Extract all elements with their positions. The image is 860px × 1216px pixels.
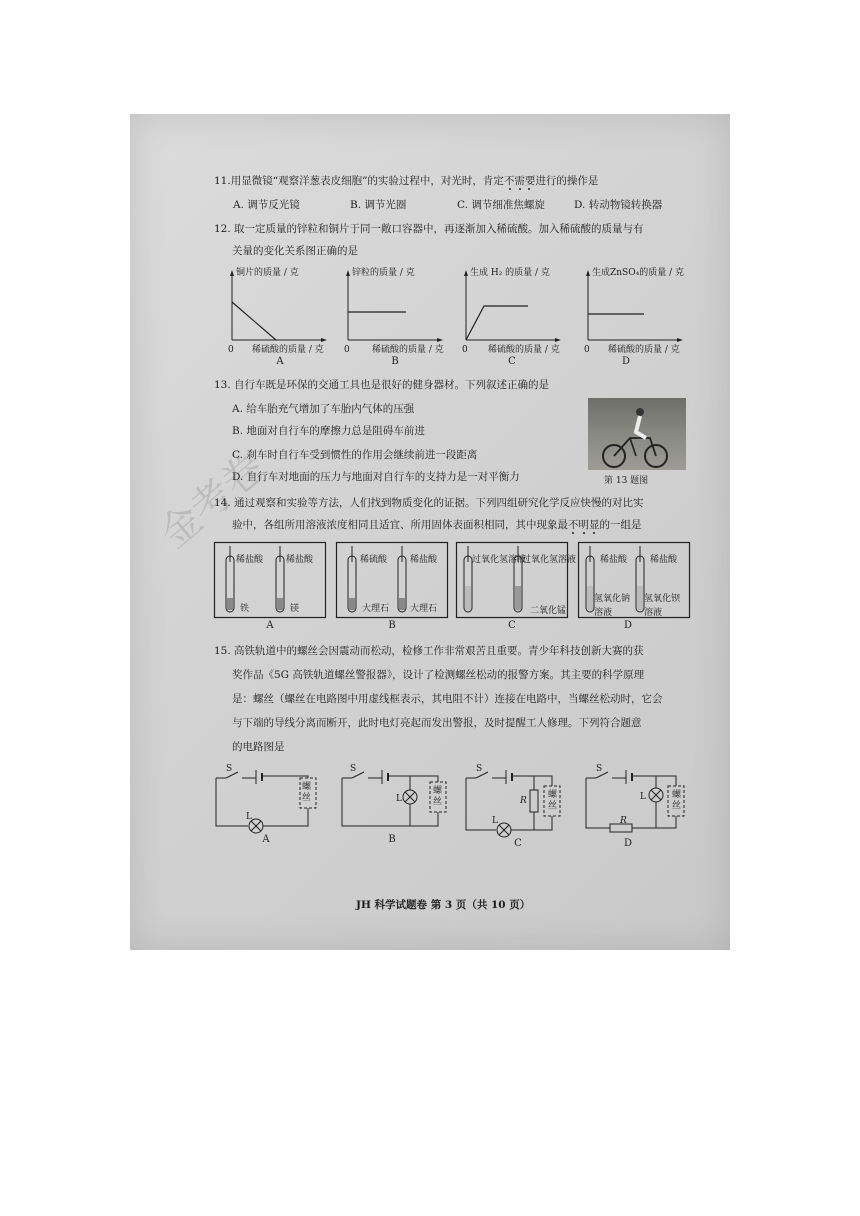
circuit-a-lamp: L xyxy=(246,812,252,822)
watermark: 金考卷 xyxy=(151,444,273,558)
q11-option-d: D. 转动物镜转换器 xyxy=(574,199,663,211)
graph-c-xlabel: 稀硫酸的质量 / 克 xyxy=(488,345,560,355)
q15-line4: 与下端的导线分离而断开，此时电灯亮起而发出警报，及时提醒工人修理。下列符合题意 xyxy=(232,717,642,729)
graph-c-origin: 0 xyxy=(462,345,468,355)
q14-c-top-left: 过氧化氢溶液 xyxy=(472,555,527,565)
q11-option-b: B. 调节光圈 xyxy=(350,199,407,211)
q11-option-a: A. 调节反光镜 xyxy=(233,199,300,211)
graph-b-origin: 0 xyxy=(344,345,350,355)
graph-a-origin: 0 xyxy=(228,345,234,355)
q15-line2: 奖作品《5G 高铁轨道螺丝警报器》，设计了检测螺丝松动的报警方案。其主要的科学原理 xyxy=(232,669,645,681)
circuit-b-screw: 螺丝 xyxy=(433,786,443,807)
q14-c-bottom-right: 二氧化锰 xyxy=(530,606,567,616)
graph-a-ylabel: 铜片的质量 / 克 xyxy=(236,268,299,278)
q14-a-bottom-right: 镁 xyxy=(290,604,300,614)
q14-b-bottom-right: 大理石 xyxy=(410,604,438,614)
q14-stem-line1: 14. 通过观察和实验等方法，人们找到物质变化的证据。下列四组研究化学反应快慢的对比实 xyxy=(214,497,644,509)
q14-a-top-left: 稀盐酸 xyxy=(236,555,264,565)
q14-b-letter: B xyxy=(388,620,396,631)
graph-d-xlabel: 稀硫酸的质量 / 克 xyxy=(608,345,680,355)
circuit-b-letter: B xyxy=(388,834,396,845)
q14-b-top-left: 稀硫酸 xyxy=(360,555,388,565)
q12-stem-line2: 关量的变化关系图正确的是 xyxy=(232,245,358,257)
graph-c-ylabel: 生成 H₂ 的质量 / 克 xyxy=(470,268,550,278)
graph-d-origin: 0 xyxy=(584,345,590,355)
circuit-d-resistor: R xyxy=(620,816,627,826)
graph-c-letter: C xyxy=(508,356,516,367)
graph-b-ylabel: 锌粒的质量 / 克 xyxy=(352,268,415,278)
q15-line1: 15. 高铁轨道中的螺丝会因震动而松动，检修工作非常艰苦且重要。青少年科技创新大赛的获 xyxy=(214,645,644,657)
circuit-c-switch: S xyxy=(476,764,483,774)
circuit-c-letter: C xyxy=(514,838,522,849)
q14-a-letter: A xyxy=(266,620,274,631)
circuit-c-lamp: L xyxy=(492,816,498,826)
q14-d-letter: D xyxy=(623,620,633,631)
q14-d-bottom-right: 氢氧化钡溶液 xyxy=(644,594,681,618)
q13-option-d: D. 自行车对地面的压力与地面对自行车的支持力是一对平衡力 xyxy=(232,471,520,483)
q13-option-a: A. 给车胎充气增加了车胎内气体的压强 xyxy=(232,403,415,415)
q14-d-top-left: 稀盐酸 xyxy=(600,555,628,565)
circuit-b-lamp: L xyxy=(396,794,402,804)
circuit-a xyxy=(212,764,322,844)
circuit-d-screw: 螺丝 xyxy=(672,790,682,811)
graph-b-letter: B xyxy=(391,356,399,367)
circuit-d-letter: D xyxy=(623,838,633,849)
q14-b-bottom-left: 大理石 xyxy=(362,604,390,614)
q14-c-letter: C xyxy=(508,620,516,631)
circuit-a-letter: A xyxy=(262,834,270,845)
q11-stem: 11.用显微镜“观察洋葱表皮细胞”的实验过程中，对光时，肯定不需要 进行的操作是 xyxy=(214,174,598,188)
q12-stem-line1: 12. 取一定质量的锌粒和铜片于同一敞口容器中，再逐渐加入稀硫酸。加入稀硫酸的质量与有 xyxy=(214,223,644,235)
circuit-b-switch: S xyxy=(350,764,357,774)
page-footer: JH 科学试题卷 第 3 页（共 10 页） xyxy=(356,899,531,911)
bicycle-photo xyxy=(588,398,686,470)
q14-a-bottom-left: 铁 xyxy=(240,604,250,614)
graph-a-xlabel: 稀硫酸的质量 / 克 xyxy=(252,345,324,355)
q14-c-top-right: 过氧化氢溶液 xyxy=(522,555,577,565)
q13-option-b: B. 地面对自行车的摩擦力总是阻碍车前进 xyxy=(232,425,425,437)
circuit-a-switch: S xyxy=(226,764,233,774)
q13-stem: 13. 自行车既是环保的交通工具也是很好的健身器材。下列叙述正确的是 xyxy=(214,379,550,391)
circuit-d-lamp: L xyxy=(640,792,646,802)
graph-a-letter: A xyxy=(276,356,284,367)
q14-a-top-right: 稀盐酸 xyxy=(286,555,314,565)
graph-d-ylabel: 生成ZnSO₄的质量 / 克 xyxy=(592,268,684,278)
graph-b-xlabel: 稀硫酸的质量 / 克 xyxy=(372,345,444,355)
circuit-d-switch: S xyxy=(596,764,603,774)
q15-line5: 的电路图是 xyxy=(232,741,285,753)
circuit-c-screw: 螺丝 xyxy=(548,790,558,811)
circuit-c-resistor: R xyxy=(520,796,527,806)
circuit-b xyxy=(338,764,448,844)
q14-d-top-right: 稀盐酸 xyxy=(650,555,678,565)
q14-d-bottom-left: 氢氧化钠溶液 xyxy=(594,594,631,618)
q14-b-top-right: 稀盐酸 xyxy=(410,555,438,565)
q11-option-c: C. 调节细准焦螺旋 xyxy=(457,199,545,211)
q13-figure-caption: 第 13 题图 xyxy=(604,476,649,486)
q14-stem-line2: 验中，各组所用溶液浓度相同且适宜、所用固体表面积相同，其中现象最不明显 的一组是 xyxy=(232,518,642,532)
circuit-a-screw: 螺丝 xyxy=(302,782,312,803)
q15-line3: 是：螺丝（螺丝在电路图中用虚线框表示，其电阻不计）连接在电路中，当螺丝松动时，它会 xyxy=(232,693,663,705)
q13-option-c: C. 刹车时自行车受到惯性的作用会继续前进一段距离 xyxy=(232,449,478,461)
graph-d-letter: D xyxy=(621,356,631,367)
